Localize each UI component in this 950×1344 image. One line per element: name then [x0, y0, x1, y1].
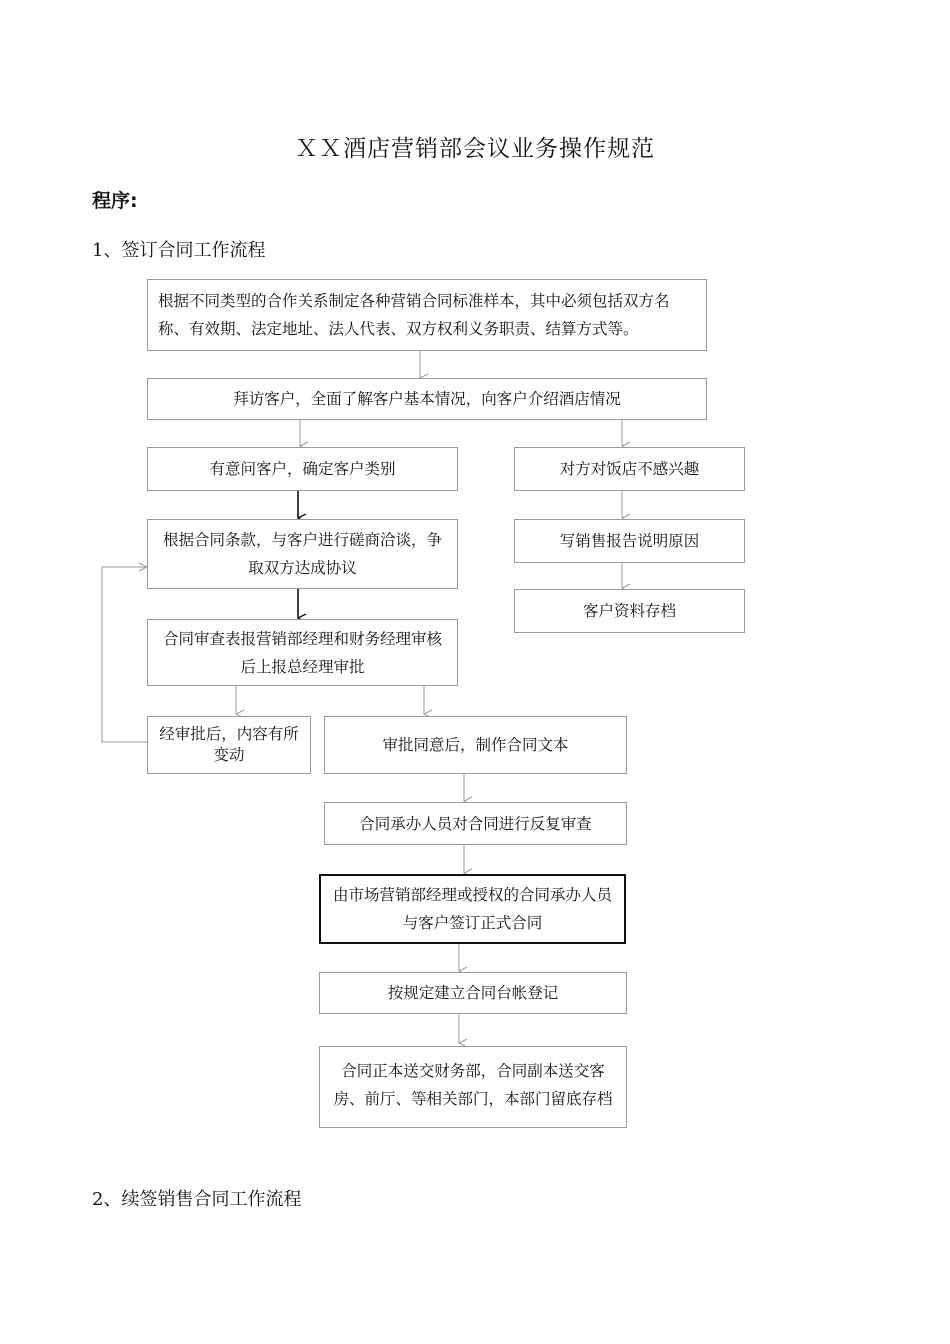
- step-changed-text: 经审批后，内容有所变动: [159, 725, 299, 764]
- step-distribute-text: 合同正本送交财务部，合同副本送交客房、前厅、等相关部门，本部门留底存档: [333, 1062, 613, 1108]
- step-negotiate-text: 根据合同条款，与客户进行磋商洽谈，争取双方达成协议: [162, 531, 442, 577]
- step-ledger-text: 按规定建立合同台帐登记: [387, 984, 559, 1002]
- step-review-text: 合同审查表报营销部经理和财务经理审核后上报总经理审批: [162, 629, 442, 676]
- step-review-box: [147, 619, 458, 686]
- step-changed-box: [147, 716, 311, 774]
- step-interested-box: [147, 447, 458, 491]
- arrow-changed-loop-back: [102, 567, 147, 742]
- step-sign-text: 由市场营销部经理或授权的合同承办人员与客户签订正式合同: [332, 886, 612, 932]
- step-templates-box: [147, 279, 707, 351]
- step-report-box: [514, 519, 745, 563]
- step-visit-text: 拜访客户，全面了解客户基本情况，向客户介绍酒店情况: [233, 390, 621, 408]
- step-approved-text: 审批同意后，制作合同文本: [382, 736, 569, 754]
- step-archive-text: 客户资料存档: [582, 602, 676, 620]
- step-negotiate-box: [147, 519, 458, 589]
- step-approved-box: [324, 716, 627, 774]
- step-visit-box: [147, 378, 707, 420]
- step-not-interested-box: [514, 447, 745, 491]
- step-interested-text: 有意问客户，确定客户类别: [209, 460, 396, 478]
- step-report-text: 写销售报告说明原因: [559, 532, 700, 550]
- section-1-title: 1、签订合同工作流程: [92, 240, 266, 261]
- section-2-title: 2、续签销售合同工作流程: [92, 1189, 302, 1210]
- document-title: ＸＸ酒店营销部会议业务操作规范: [295, 136, 655, 162]
- step-ledger-box: [319, 972, 627, 1014]
- step-recheck-text: 合同承办人员对合同进行反复审查: [359, 814, 592, 833]
- step-recheck-box: [324, 802, 627, 845]
- step-templates-text: 根据不同类型的合作关系制定各种营销合同标准样本，其中必须包括双方名称、有效期、法定地址、法人代表、双方权利义务职责、结算方式等。: [158, 292, 670, 338]
- step-distribute-box: [319, 1046, 627, 1128]
- step-not-interested-text: 对方对饭店不感兴趣: [559, 460, 700, 478]
- procedure-heading: 程序:: [92, 190, 138, 212]
- step-sign-box: [319, 874, 626, 944]
- step-archive-box: [514, 589, 745, 633]
